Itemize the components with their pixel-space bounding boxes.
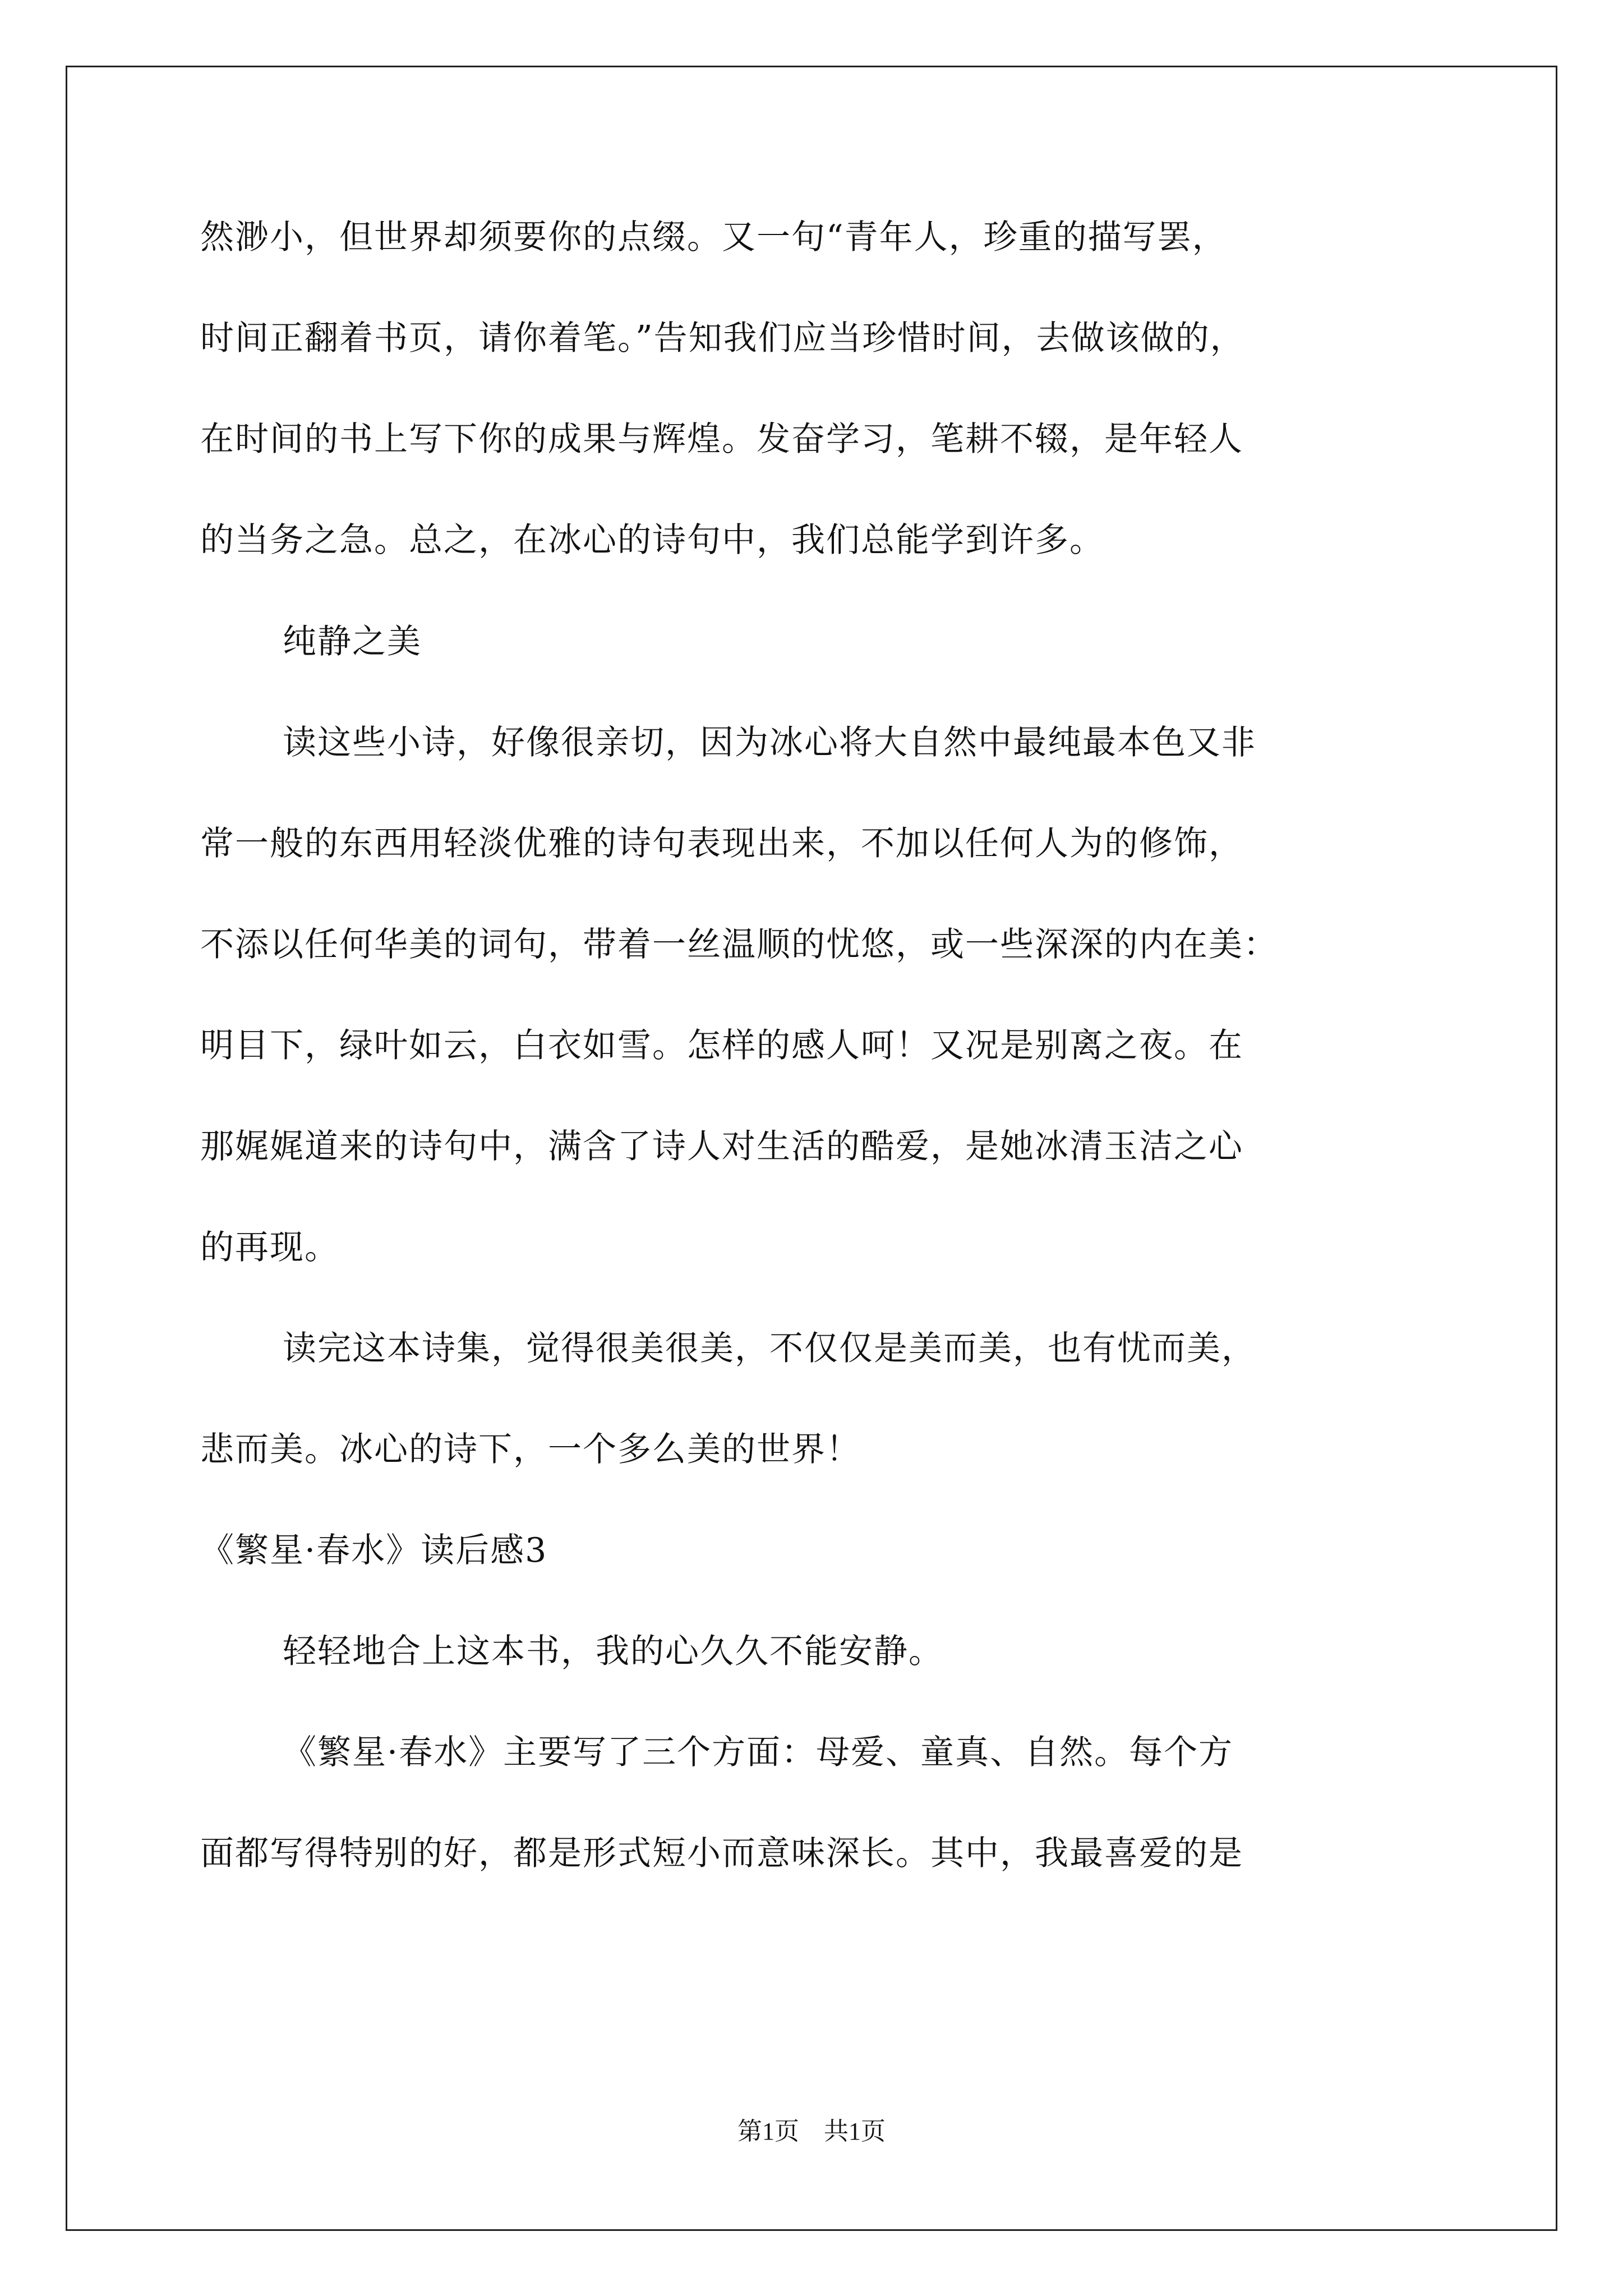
text-line: 时间正翻着书页，请你着笔。”告知我们应当珍惜时间，去做该做的，	[200, 319, 1245, 358]
text-line: 明目下，绿叶如云，白衣如雪。怎样的感人呵！又况是别离之夜。在	[200, 1026, 1243, 1065]
text-line: 常一般的东西用轻淡优雅的诗句表现出来，不加以任何人为的修饰，	[200, 824, 1243, 863]
section-subtitle: 纯静之美	[283, 622, 422, 661]
text-line: 面都写得特别的好，都是形式短小而意味深长。其中，我最喜爱的是	[200, 1834, 1243, 1873]
section-heading: 《繁星·春水》读后感3	[200, 1531, 548, 1570]
text-line: 在时间的书上写下你的成果与辉煌。发奋学习，笔耕不辍，是年轻人	[200, 420, 1243, 459]
text-line: 那娓娓道来的诗句中，满含了诗人对生活的酷爱，是她冰清玉洁之心	[200, 1127, 1243, 1166]
text-line: 《繁星·春水》主要写了三个方面：母爱、童真、自然。每个方	[283, 1733, 1234, 1772]
text-line: 悲而美。冰心的诗下，一个多么美的世界！	[200, 1430, 861, 1469]
text-line: 轻轻地合上这本书，我的心久久不能安静。	[283, 1632, 943, 1671]
text-line: 的再现。	[200, 1228, 339, 1267]
text-line: 读完这本诗集，觉得很美很美，不仅仅是美而美，也有忧而美，	[283, 1329, 1256, 1368]
text-line: 读这些小诗，好像很亲切，因为冰心将大自然中最纯最本色又非	[283, 723, 1256, 762]
text-line: 的当务之急。总之，在冰心的诗句中，我们总能学到许多。	[200, 521, 1104, 560]
text-line: 然渺小，但世界却须要你的点缀。又一句“青年人，珍重的描写罢，	[200, 218, 1227, 257]
text-line: 不添以任何华美的词句，带着一丝温顺的忧悠，或一些深深的内在美：	[200, 925, 1278, 964]
page-number: 第1页 共1页	[737, 2118, 886, 2145]
